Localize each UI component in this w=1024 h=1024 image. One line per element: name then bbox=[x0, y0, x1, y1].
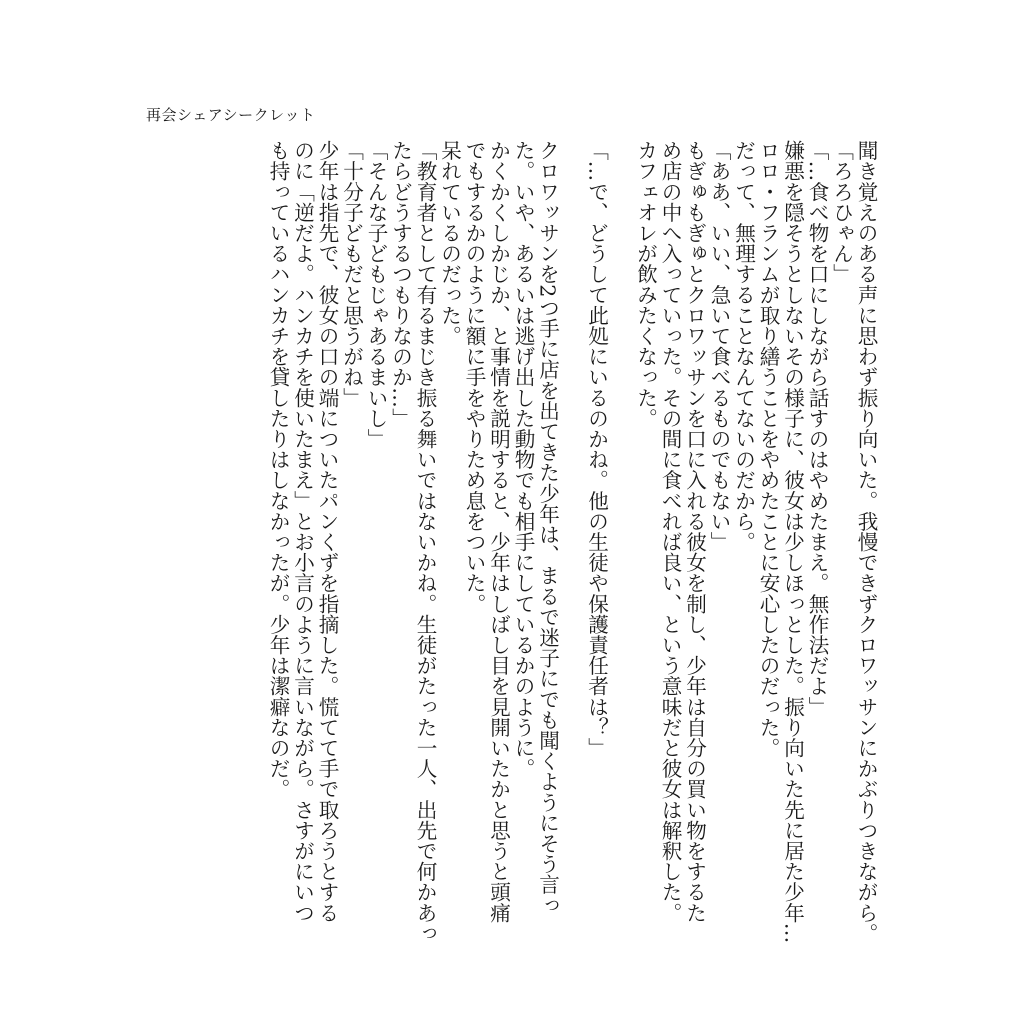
text-line: 「そんな子どもじゃあるまいし」 bbox=[364, 140, 388, 449]
text-line: 少年は指先で、彼女の口の端についたパンくずを指摘した。慌てて手で取ろうとする bbox=[315, 140, 339, 923]
text-line: のに「逆だよ。ハンカチを使いたまえ」とお小言のように言いながら。さすがにいつ bbox=[290, 140, 315, 923]
text-line: クロワッサンを2つ手に店を出てきた少年は、まるで迷子にでも聞くようにそう言っ bbox=[535, 140, 560, 916]
text-line: かくかくしかじか、と事情を説明すると、少年はしばし目を見開いたかと思うと頭痛 bbox=[486, 140, 511, 923]
text-line: た。いや、あるいは逃げ出した動物でも相手にしているかのように。 bbox=[511, 140, 535, 779]
vertical-text-body bbox=[266, 140, 879, 944]
text-line: 嫌悪を隠そうとしないその様子に、彼女は少しほっとした。振り向いた先に居た少年… bbox=[780, 140, 805, 944]
text-line: たらどうするつもりなのか…」 bbox=[388, 140, 413, 429]
running-head-title: 再会シェアシークレット bbox=[146, 106, 316, 124]
text-line: 呆れているのだった。 bbox=[437, 140, 462, 346]
text-line: もぎゅもぎゅとクロワッサンを口に入れる彼女を制し、少年は自分の買い物をするた bbox=[682, 140, 707, 923]
text-line: でもするかのように額に手をやりため息をついた。 bbox=[462, 140, 486, 614]
text-line: め店の中へ入っていった。その間に食べれば良い、という意味だと彼女は解釈した。 bbox=[658, 140, 682, 923]
blank-line bbox=[609, 140, 634, 900]
text-line: も持っているハンカチを貸したりはしなかったが。少年は潔癖なのだ。 bbox=[266, 140, 290, 800]
text-line: 「ろろひゃん」 bbox=[829, 140, 854, 285]
text-line: だって、無理することなんてないのだから。 bbox=[731, 140, 756, 552]
text-line: 聞き覚えのある声に思わず振り向いた。我慢できずクロワッサンにかぶりつきながら。 bbox=[854, 140, 878, 944]
text-line: カフェオレが飲みたくなった。 bbox=[633, 140, 658, 429]
text-line: ロロ・フランムが取り繕うことをやめたことに安心したのだった。 bbox=[756, 140, 780, 758]
text-line: 「ああ、いい、急いて食べるものでもない」 bbox=[707, 140, 731, 552]
text-line: 「…食べ物を口にしながら話すのはやめたまえ。無作法だよ」 bbox=[805, 140, 829, 717]
text-line: 「…で、どうして此処にいるのかね。他の生徒や保護責任者は？」 bbox=[584, 140, 609, 758]
text-line: 「教育者として有るまじき振る舞いではないかね。生徒がたった一人、出先で何かあっ bbox=[413, 140, 437, 944]
text-line: 「十分子どもだと思うがね」 bbox=[339, 140, 364, 408]
blank-line bbox=[560, 140, 585, 900]
